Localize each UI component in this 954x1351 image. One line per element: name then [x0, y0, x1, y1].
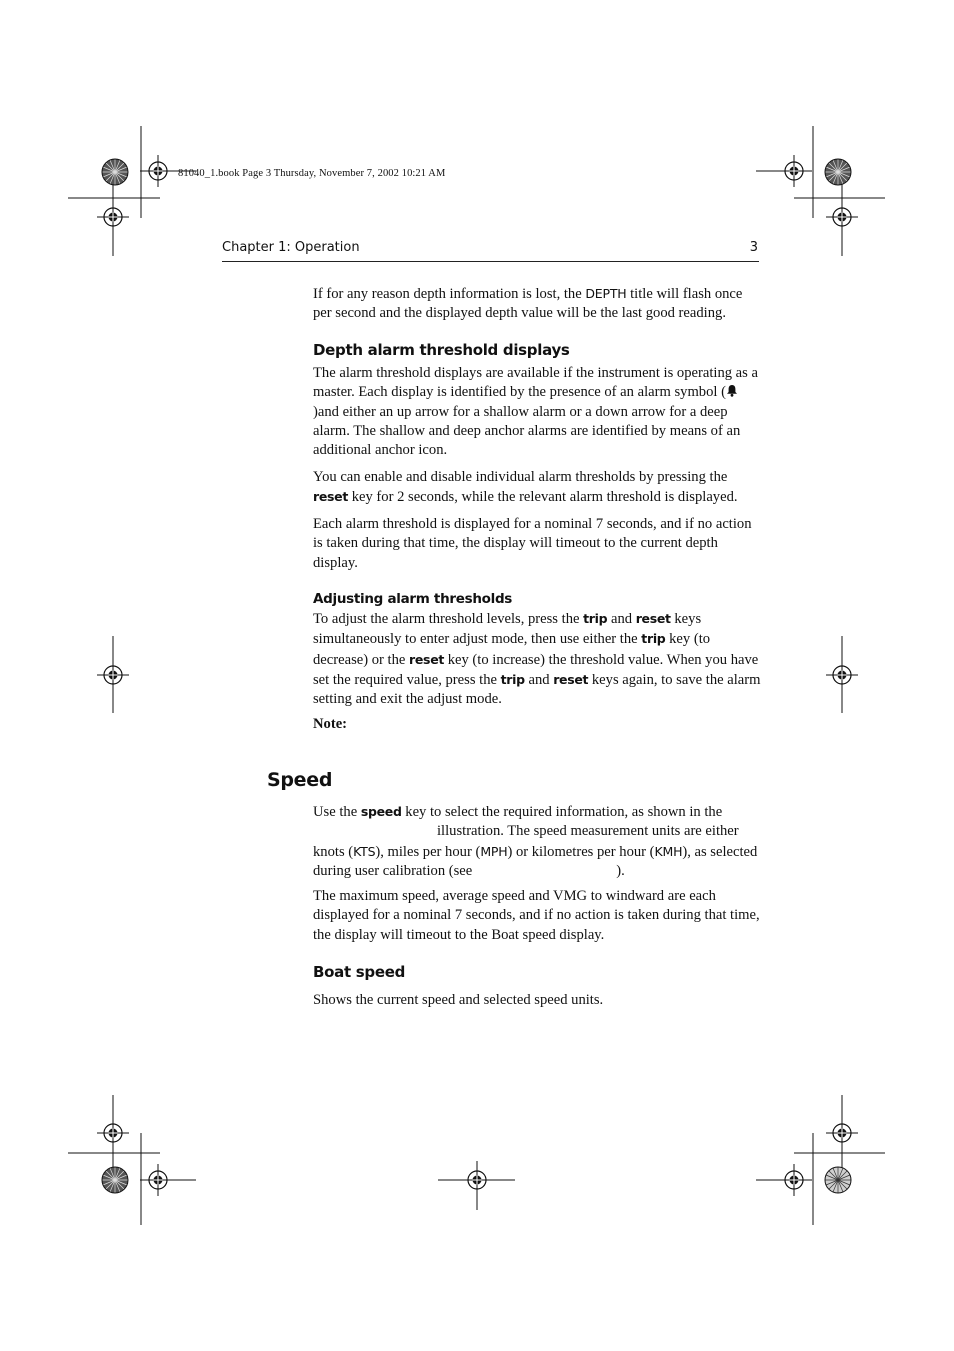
para-text: )and either an up arrow for a shallow alarm or a down arrow for a deep alarm. The shallow and deep anchor alarms are identified by means of an additional anchor icon. — [313, 403, 741, 459]
running-header — [222, 240, 758, 255]
print-slug: 81040_1.book Page 3 Thursday, November 7, 2002 10:21 AM — [178, 168, 446, 179]
reset-key-label: reset — [313, 489, 349, 505]
speed-para-1 — [313, 802, 761, 881]
intro-paragraph — [313, 284, 761, 324]
para-text: The alarm threshold displays are available if the instrument is operating as a master. Each display is identified by the presence of an alarm symbol ( — [313, 365, 758, 401]
para-text: key (to decrease) or the — [313, 631, 711, 668]
para-text: key (to increase) the threshold value. When you have set the required value, press the — [313, 651, 759, 688]
para-text: keys simultaneously to enter adjust mode, then use either the — [313, 611, 702, 648]
trip-key-label: trip — [641, 631, 666, 647]
depth-label: DEPTH — [585, 286, 627, 301]
subheading-adjusting: Adjusting alarm thresholds — [313, 591, 513, 607]
depth-alarm-para-1 — [313, 364, 761, 460]
speed-para-2 — [313, 887, 761, 945]
para-text: key for 2 seconds, while the relevant alarm threshold is displayed. — [348, 489, 738, 506]
para-text: Shows the current speed and selected speed units. — [313, 992, 604, 1008]
trip-key-label: trip — [583, 611, 608, 626]
subheading-boat-speed: Boat speed — [313, 963, 406, 981]
chapter-title: Chapter 1: Operation — [222, 240, 360, 255]
bell-icon — [726, 384, 738, 397]
para-text: and — [524, 671, 554, 688]
depth-alarm-para-2 — [313, 468, 761, 508]
para-text: and — [607, 611, 636, 627]
page-number: 3 — [749, 240, 758, 255]
reset-key-label: reset — [409, 651, 445, 667]
para-text: key to select the required information, as shown in the — [401, 804, 723, 820]
section-heading-speed: Speed — [267, 769, 333, 791]
para-text: To adjust the alarm threshold levels, press the — [313, 611, 584, 627]
para-text: The maximum speed, average speed and VMG to windward are each displayed for a nominal 7 seconds, and if no action is taken during that time, the display will timeout to the Boat speed display. — [313, 888, 760, 943]
para-text: Each alarm threshold is displayed for a nominal 7 seconds, and if no action is taken during that time, the display will timeout to the current depth display. — [313, 516, 752, 571]
reset-key-label: reset — [553, 671, 589, 687]
adjusting-paragraph — [313, 609, 761, 709]
header-rule — [222, 261, 759, 262]
para-text: ), as selected during user calibration (see — [313, 843, 758, 879]
speed-key-label: speed — [360, 804, 402, 819]
para-text: ), miles per hour ( — [375, 843, 481, 860]
para-text: illustration. The speed measurement units are either knots ( — [313, 823, 739, 860]
unit-mph: MPH — [480, 843, 508, 859]
boat-speed-paragraph — [313, 991, 761, 1010]
para-text: You can enable and disable individual alarm thresholds by pressing the — [313, 469, 728, 485]
para-text: keys again, to save the alarm setting and exit the adjust mode. — [313, 671, 761, 708]
trip-key-label: trip — [500, 671, 525, 687]
para-text: Use the — [313, 804, 361, 820]
para-text: ). — [616, 862, 625, 879]
section-heading-depth-alarm: Depth alarm threshold displays — [313, 341, 570, 359]
intro-text-cont: title will flash once per second and the displayed depth value will be the last good reading. — [313, 286, 743, 322]
intro-text: If for any reason depth information is lost, the — [313, 286, 586, 302]
reset-key-label: reset — [635, 611, 671, 626]
note-label: Note: — [313, 716, 348, 732]
depth-alarm-para-3 — [313, 515, 761, 573]
unit-kmh: KMH — [654, 843, 683, 859]
para-text: ) or kilometres per hour ( — [507, 843, 655, 860]
unit-kts: KTS — [353, 843, 376, 859]
